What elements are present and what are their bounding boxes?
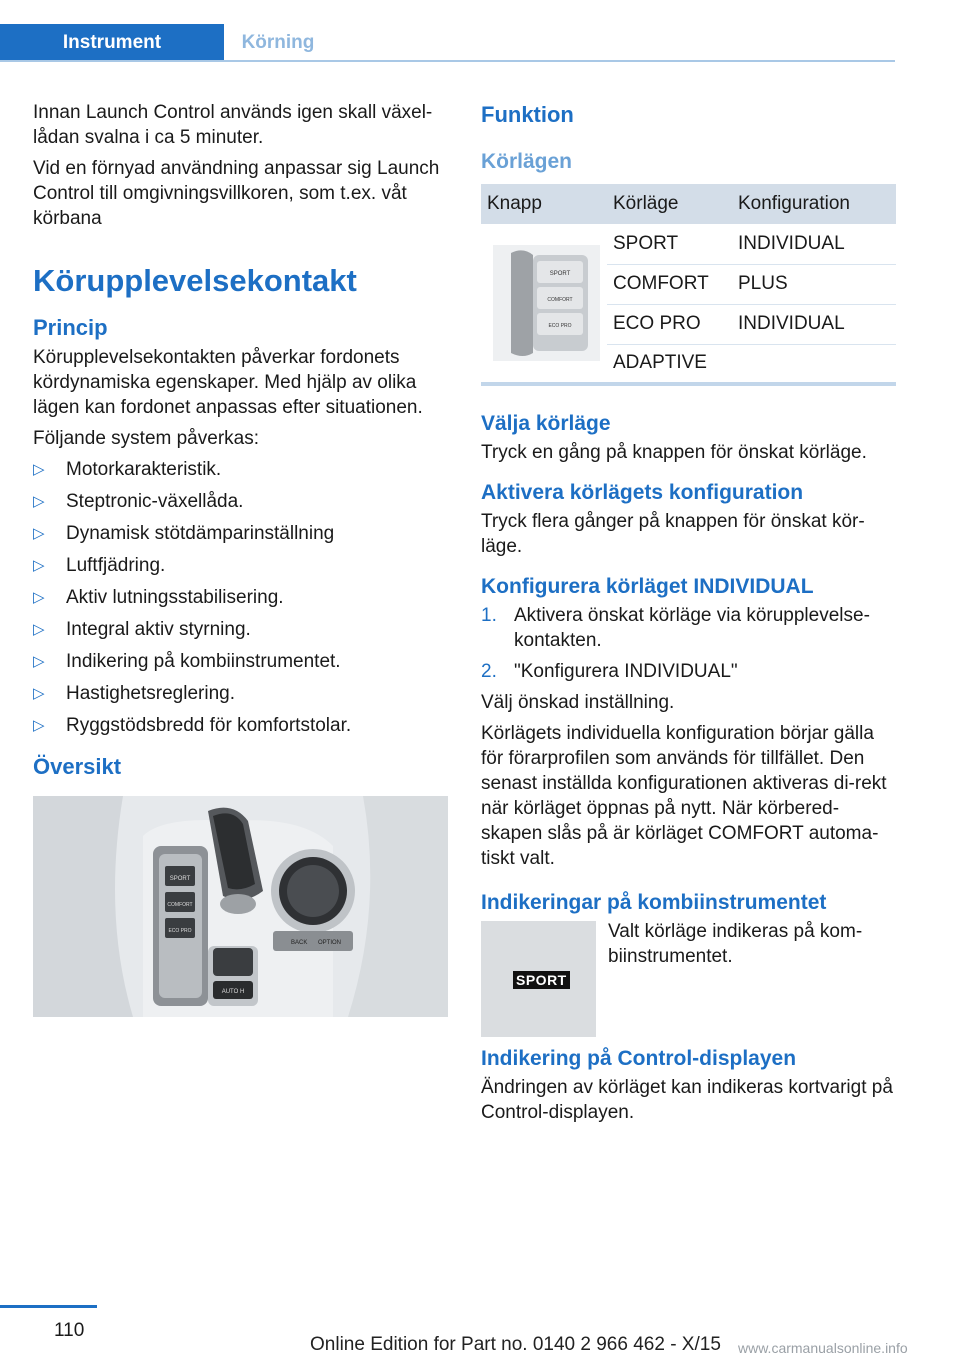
list-item: ▷ Dynamisk stötdämparinställning [33,523,335,544]
list-item: 1. Aktivera önskat körläge via körupplevelse-kontakten. [481,605,870,651]
photo-back-label: BACK [291,940,308,946]
watermark: www.carmanualsonline.info [738,1340,908,1356]
col-korlage: Körläge [607,184,732,224]
konfigurera-p1: Välj önskad inställning. [481,692,675,713]
bullet-triangle-icon: ▷ [33,685,45,702]
valja-text: Tryck en gång på knappen för önskat körläge. [481,442,867,463]
left-column [33,100,448,1017]
col-knapp: Knapp [481,184,607,224]
princip-heading: Princip [33,315,108,340]
table-header-row [481,184,896,224]
center-console-photo [33,796,448,1017]
aktivera-text: Tryck flera gånger på knappen för önskat kör-läge. [481,511,865,557]
right-column [481,100,896,1131]
bullet-triangle-icon: ▷ [33,621,45,638]
center-console-illustration [33,796,448,1017]
bullet-triangle-icon: ▷ [33,493,45,510]
photo-sport-label: SPORT [169,876,191,882]
table-cell-config: PLUS [732,264,896,304]
button-image-cell [481,224,607,384]
bullet-triangle-icon: ▷ [33,557,45,574]
intro-paragraph-1: Innan Launch Control används igen skall växel-lådan svalna i ca 5 minuter. [33,102,433,148]
list-item: ▷ Steptronic-växellåda. [33,491,244,512]
table-cell-mode: ADAPTIVE [607,344,732,384]
list-item: 2. "Konfigurera INDIVIDUAL" [481,661,738,682]
mode-buttons-illustration [493,245,600,361]
photo-eco-label: ECO PRO [168,928,192,934]
list-item: ▷ Hastighetsreglering. [33,683,235,704]
oversikt-heading: Översikt [33,754,122,779]
kombi-heading: Indikeringar på kombiinstrumentet [481,891,827,914]
table-cell-mode: SPORT [607,224,732,264]
btn-comfort-label: COMFORT [547,297,573,303]
list-item: ▷ Luftfjädring. [33,555,166,576]
systems-intro: Följande system påverkas: [33,428,259,449]
btn-sport-label: SPORT [549,271,571,277]
konfigurera-p2: Körlägets individuella konfiguration börjar gälla för förarprofilen som används för tillfället. Den senast inställda konfigurationen aktiveras di-rekt när körläget öppnas på nytt. När körbered-skapen slås på är körläget COMFORT automa-tiskt valt. [481,723,887,869]
header-rule [0,60,895,62]
table-cell-config: INDIVIDUAL [732,304,896,344]
page-number: 110 [54,1320,85,1341]
photo-auto-label: AUTO H [221,989,245,995]
mode-buttons-image [493,245,600,361]
edition-text: Online Edition for Part no. 0140 2 966 462 - X/15 [310,1334,721,1355]
list-item: ▷ Motorkarakteristik. [33,459,222,480]
photo-comfort-label: COMFORT [167,902,193,908]
table-cell-mode: ECO PRO [607,304,732,344]
bullet-triangle-icon: ▷ [33,653,45,670]
konfigurera-steps [481,603,896,684]
btn-eco-label: ECO PRO [548,323,572,329]
cluster-display-image [481,921,596,1037]
control-text: Ändringen av körläget kan indikeras kortvarigt på Control-displayen. [481,1077,893,1123]
sport-badge: SPORT [513,971,570,989]
table-cell-mode: COMFORT [607,264,732,304]
footer-rule [0,1305,97,1308]
kombi-text: Valt körläge indikeras på kom-biinstrumentet. [608,921,863,967]
list-item: ▷ Indikering på kombiinstrumentet. [33,651,341,672]
systems-list [33,457,448,738]
aktivera-heading: Aktivera körlägets konfiguration [481,481,804,504]
list-item: ▷ Ryggstödsbredd för komfortstolar. [33,715,352,736]
modes-table [481,184,896,386]
tab-korning[interactable]: Körning [241,32,315,53]
col-konfiguration: Konfiguration [732,184,896,224]
bullet-triangle-icon: ▷ [33,717,45,734]
page-title: Körupplevelsekontakt [33,263,357,298]
table-cell-config [732,344,896,384]
korlagen-heading: Körlägen [481,150,573,173]
list-item: ▷ Integral aktiv styrning. [33,619,251,640]
valja-heading: Välja körläge [481,412,611,435]
funktion-heading: Funktion [481,102,574,127]
intro-paragraph-2: Vid en förnyad användning anpassar sig Launch Control till omgivningsvillkoren, som t.ex. våt körbana [33,158,440,229]
photo-option-label: OPTION [318,940,342,946]
bullet-triangle-icon: ▷ [33,461,45,478]
table-cell-config: INDIVIDUAL [732,224,896,264]
konfigurera-heading: Konfigurera körläget INDIVIDUAL [481,575,814,598]
control-heading: Indikering på Control-displayen [481,1047,797,1070]
bullet-triangle-icon: ▷ [33,525,45,542]
bullet-triangle-icon: ▷ [33,589,45,606]
princip-text: Körupplevelsekontakten påverkar fordonets kördynamiska egenskaper. Med hjälp av olika lägen kan fordonet anpassas efter situationen. [33,347,423,418]
tab-instrument[interactable]: Instrument [0,24,224,62]
table-row [481,224,896,264]
list-item: ▷ Aktiv lutningsstabilisering. [33,587,284,608]
